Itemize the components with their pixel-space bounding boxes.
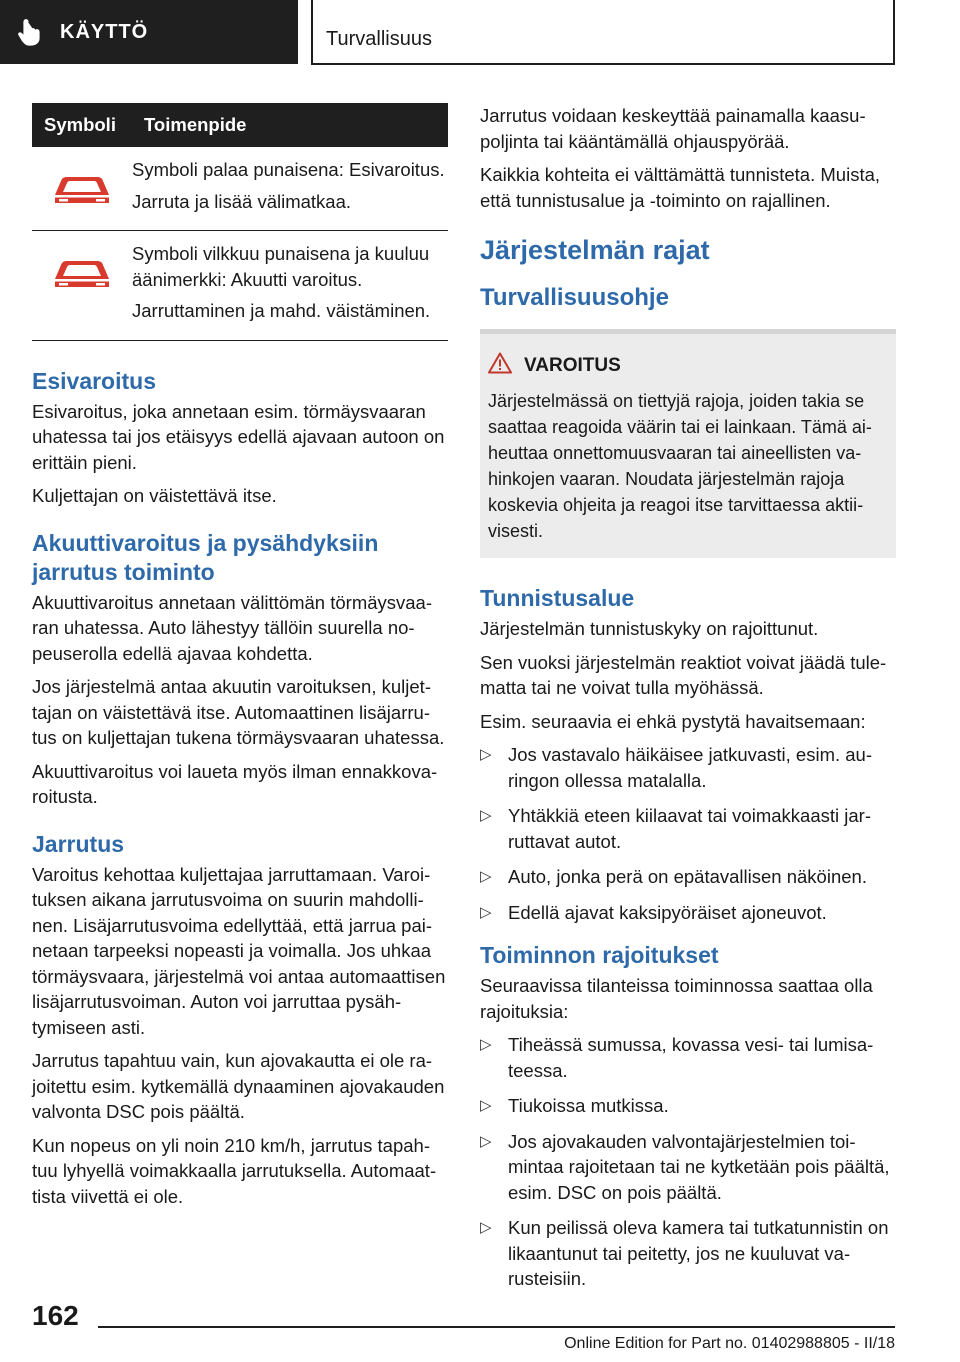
paragraph: Jarrutus tapahtuu vain, kun ajovakautta ei ole rajoitettu esim. kytkemällä dynaaminen ajovakauden valvonta DSC pois päältä. [32,1050,445,1122]
section-title: Turvallisuus [326,28,432,50]
heading-toiminnon-rajoitukset: Toiminnon rajoitukset [480,942,719,968]
header-rule [311,63,895,65]
car-warning-icon [32,157,132,220]
bullet-triangle-icon: ▷ [480,1132,492,1150]
table-cell-text: Symboli vilkkuu punaisena ja kuuluu äänimerkki: Akuutti varoitus. [132,243,430,290]
bullet-triangle-icon: ▷ [480,1036,492,1053]
paragraph: Kaikkia kohteita ei välttämättä tunnisteta. Muista, että tunnistusalue ja -toiminto on rajallinen. [480,164,881,211]
hand-pointer-icon [0,18,60,46]
list-item: ▷ Yhtäkkiä eteen kiilaavat tai voimakkaasti jarruttavat autot. [480,803,896,854]
list-item: ▷ Jos vastavalo häikäisee jatkuvasti, esim. auringon ollessa matalalla. [480,742,896,793]
paragraph: Kuljettajan on väistettävä itse. [32,485,277,506]
list-item: ▷ Edellä ajavat kaksipyöräiset ajoneuvot. [480,900,896,926]
paragraph: Seuraavissa tilanteissa toiminnossa saattaa olla rajoituksia: [480,975,873,1022]
warning-title: VAROITUS [524,355,621,376]
list-item: ▷ Jos ajovakauden valvontajärjestelmien toimintaa rajoitetaan tai ne kytketään pois päältä, esim. DSC on pois päältä. [480,1129,896,1206]
heading-esivaroitus: Esivaroitus [32,367,156,394]
heading-turvallisuusohje: Turvallisuusohje [480,284,669,311]
detection-limit-list [480,742,896,925]
bullet-triangle-icon: ▷ [480,807,492,824]
chapter-tab[interactable] [0,0,298,64]
bullet-triangle-icon: ▷ [480,903,492,921]
edition-note: Online Edition for Part no. 01402988805 - II/18 [564,1335,895,1352]
bullet-triangle-icon: ▷ [480,1097,492,1114]
bullet-triangle-icon: ▷ [480,746,492,763]
paragraph: Järjestelmän tunnistuskyky on rajoittunut. [480,618,819,639]
list-item: ▷ Tiheässä sumussa, kovassa vesi- tai lumisateessa. [480,1032,896,1083]
col-action-header: Toimenpide [144,114,247,135]
warning-triangle-icon [488,352,512,380]
function-limit-list [480,1032,896,1292]
table-row [32,147,448,231]
paragraph: Jos järjestelmä antaa akuutin varoituksen, kuljettajan on väistettävä itse. Automaattinen lisäjarrutus on kuljettajan tukena törmäysvaaran uhatessa. [32,676,445,748]
heading-jarjestelman-rajat: Järjestelmän rajat [480,235,710,265]
table-cell-text: Symboli palaa punaisena: Esivaroitus. [132,159,445,180]
list-item: ▷ Kun peilissä oleva kamera tai tutkatunnistin on likaantunut tai peitetty, jos ne kuuluvat varusteisiin. [480,1215,896,1292]
left-column [32,103,448,1217]
page-number: 162 [32,1300,79,1331]
col-symbol-header: Symboli [44,114,116,135]
list-item: ▷ Auto, jonka perä on epätavallisen näköinen. [480,864,896,890]
car-warning-icon [32,241,132,330]
bullet-triangle-icon: ▷ [480,1219,492,1236]
footer-rule [98,1326,895,1328]
heading-jarrutus: Jarrutus [32,830,125,857]
paragraph: Sen vuoksi järjestelmän reaktiot voivat jäädä tulematta tai ne voivat tulla myöhässä. [480,651,887,698]
right-column [480,103,896,1302]
list-item: ▷ Tiukoissa mutkissa. [480,1093,896,1119]
paragraph: Varoitus kehottaa kuljettajaa jarruttamaan. Varoituksen aikana jarrutusvoima on suurin mahdollinen. Lisäjarrutusvoima edellyttää, että jarrua painetaan tarpeeksi nopeasti ja voimalla. Jos uhkaa törmäysvaara, järjestelmä voi antaa automaattisen lisäjarrutusvoiman. Auton voi jarruttaa pysähtymiseen asti. [32,863,446,1038]
table-cell-text: Jarruta ja lisää välimatkaa. [132,190,352,212]
warning-box [480,329,896,558]
symbol-table-header [32,103,448,147]
warning-text: Järjestelmässä on tiettyjä rajoja, joiden takia se saattaa reagoida väärin tai ei lainkaan. Tämä aiheuttaa onnettomuusvaaran tai aineellisten vahinkojen vaaran. Noudata järjestelmän rajoja koskevia ohjeita ja reagoi itse tarvittaessa aktiivisesti. [488,391,872,541]
header-end-rule [893,0,895,65]
heading-akuuttivaroitus: Akuuttivaroitus ja pysähdyksiin jarrutus toiminto [32,529,379,585]
header-separator [311,0,313,64]
heading-tunnistusalue: Tunnistusalue [480,585,635,611]
paragraph: Kun nopeus on yli noin 210 km/h, jarrutus tapahtuu lyhyellä voimakkaalla jarrutuksella. Automaattista viivettä ei ole. [32,1134,437,1207]
paragraph: Esivaroitus, joka annetaan esim. törmäysvaaran uhatessa tai jos etäisyys edellä ajavaan autoon on erittäin pieni. [32,400,445,473]
paragraph: Akuuttivaroitus voi laueta myös ilman ennakkovaroitusta. [32,760,438,807]
table-row [32,231,448,341]
paragraph: Jarrutus voidaan keskeyttää painamalla kaasupoljinta tai kääntämällä ohjauspyörää. [480,105,866,152]
bullet-triangle-icon: ▷ [480,868,492,885]
paragraph: Akuuttivaroitus annetaan välittömän törmäysvaaran uhatessa. Auto lähestyy tällöin suurella nopeuserolla edellä ajavaa kohdetta. [32,591,433,664]
chapter-label: KÄYTTÖ [60,20,149,43]
table-cell-text: Jarruttaminen ja mahd. väistäminen. [132,300,431,321]
paragraph: Esim. seuraavia ei ehkä pystytä havaitsemaan: [480,710,866,732]
